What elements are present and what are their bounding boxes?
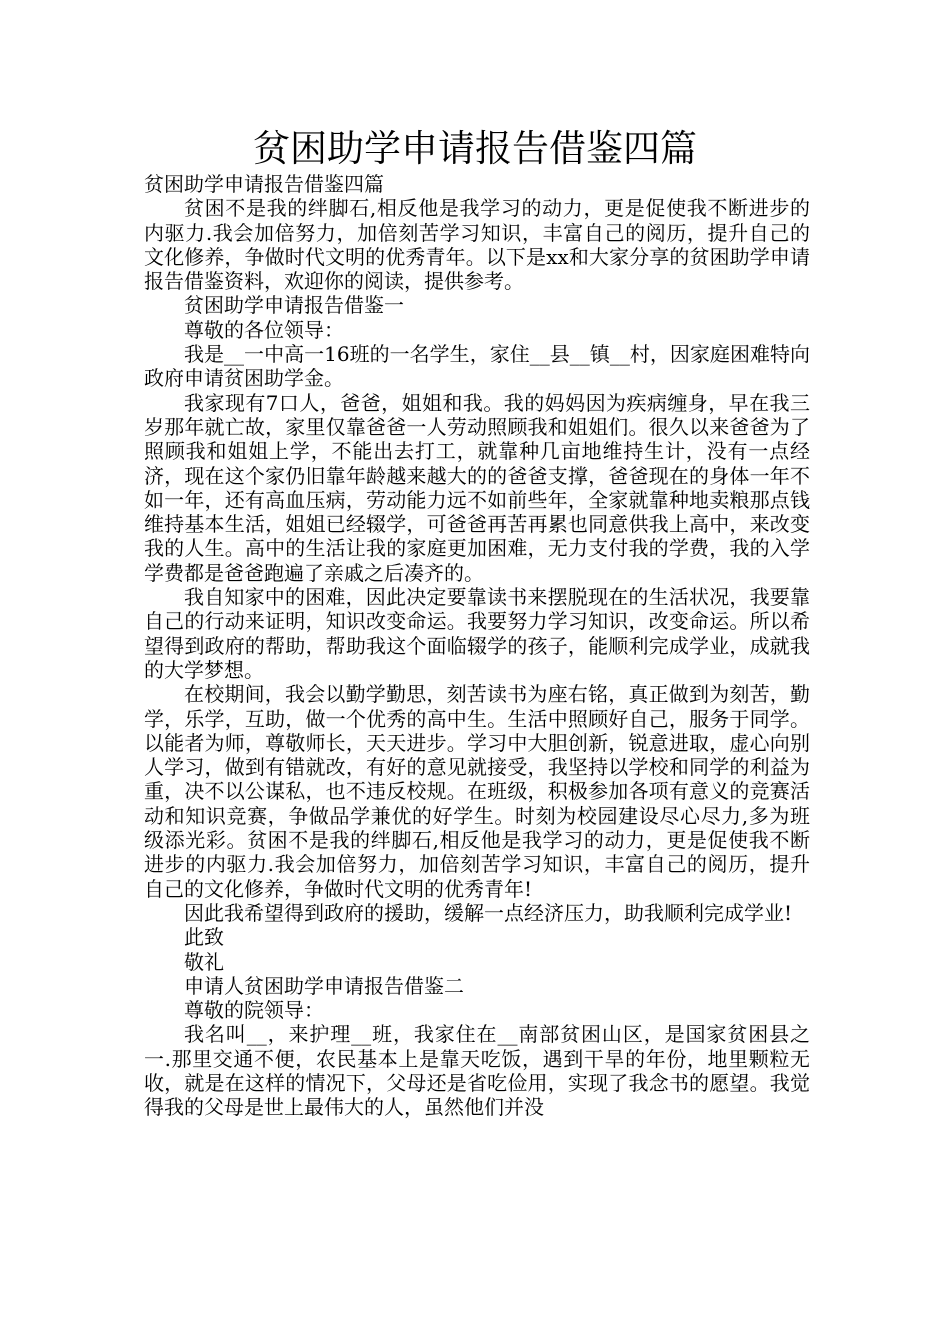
document-paragraph: 我自知家中的困难，因此决定要靠读书来摆脱现在的生活状况，我要靠自己的行动来证明，知识改变命运。我要努力学习知识，改变命运。所以希望得到政府的帮助，帮助我这个面临辍学的孩子，能顺利完成学业，成就我的大学梦想。 bbox=[144, 585, 810, 682]
document-paragraph: 我家现有7口人，爸爸，姐姐和我。我的妈妈因为疾病缠身，早在我三岁那年就亡故，家里仅靠爸爸一人劳动照顾我和姐姐们。很久以来爸爸为了照顾我和姐姐上学，不能出去打工，就靠种几亩地维持生计，没有一点经济，现在这个家仍旧靠年龄越来越大的的爸爸支撑，爸爸现在的身体一年不如一年，还有高血压病，劳动能力远不如前些年，全家就靠种地卖粮那点钱维持基本生活，姐姐已经辍学，可爸爸再苦再累也同意供我上高中，来改变我的人生。高中的生活让我的家庭更加困难，无力支付我的学费，我的入学学费都是爸爸跑遍了亲戚之后凑齐的。 bbox=[144, 390, 810, 585]
document-title: 贫困助学申请报告借鉴四篇 bbox=[253, 127, 697, 170]
document-body bbox=[144, 172, 810, 1120]
document-paragraph: 贫困助学申请报告借鉴一 bbox=[184, 293, 404, 318]
document-paragraph: 申请人贫困助学申请报告借鉴二 bbox=[184, 973, 464, 998]
document-paragraph: 贫困助学申请报告借鉴四篇 bbox=[144, 172, 384, 196]
document-paragraph: 在校期间，我会以勤学勤思，刻苦读书为座右铭，真正做到为刻苦，勤学，乐学，互助，做一个优秀的高中生。生活中照顾好自己，服务于同学。以能者为师，尊敬师长，天天进步。学习中大胆创新，锐意进取，虚心向别人学习，做到有错就改，有好的意见就接受，我坚持以学校和同学的利益为重，决不以公谋私，也不违反校规。在班级，积极参加各项有意义的竞赛活动和知识竞赛，争做品学兼优的好学生。时刻为校园建设尽心尽力,多为班级添光彩。贫困不是我的绊脚石,相反他是我学习的动力，更是促使我不断进步的内驱力.我会加倍努力，加倍刻苦学习知识，丰富自己的阅历，提升自己的文化修养，争做时代文明的优秀青年! bbox=[144, 682, 810, 901]
document-paragraph: 我是__一中高一16班的一名学生，家住__县__镇__村，因家庭困难特向政府申请贫困助学金。 bbox=[144, 342, 810, 391]
document-paragraph: 尊敬的院领导： bbox=[184, 998, 324, 1023]
document-paragraph: 因此我希望得到政府的援助，缓解一点经济压力，助我顺利完成学业! bbox=[184, 900, 793, 925]
document-paragraph: 尊敬的各位领导： bbox=[184, 317, 344, 342]
document-paragraph: 我名叫__，来护理__班，我家住在__南部贫困山区，是国家贫困县之一.那里交通不便，农民基本上是靠天吃饭，遇到干旱的年份，地里颗粒无收，就是在这样的情况下，父母还是省吃俭用，实现了我念书的愿望。我觉得我的父母是世上最伟大的人，虽然他们并没 bbox=[144, 1022, 810, 1120]
document-paragraph: 敬礼 bbox=[184, 949, 224, 974]
document-paragraph: 此致 bbox=[184, 925, 224, 950]
document-paragraph: 贫困不是我的绊脚石,相反他是我学习的动力，更是促使我不断进步的内驱力.我会加倍努力，加倍刻苦学习知识，丰富自己的阅历，提升自己的文化修养，争做时代文明的优秀青年。以下是xx和大家分享的贫困助学申请报告借鉴资料，欢迎你的阅读，提供参考。 bbox=[144, 196, 810, 294]
